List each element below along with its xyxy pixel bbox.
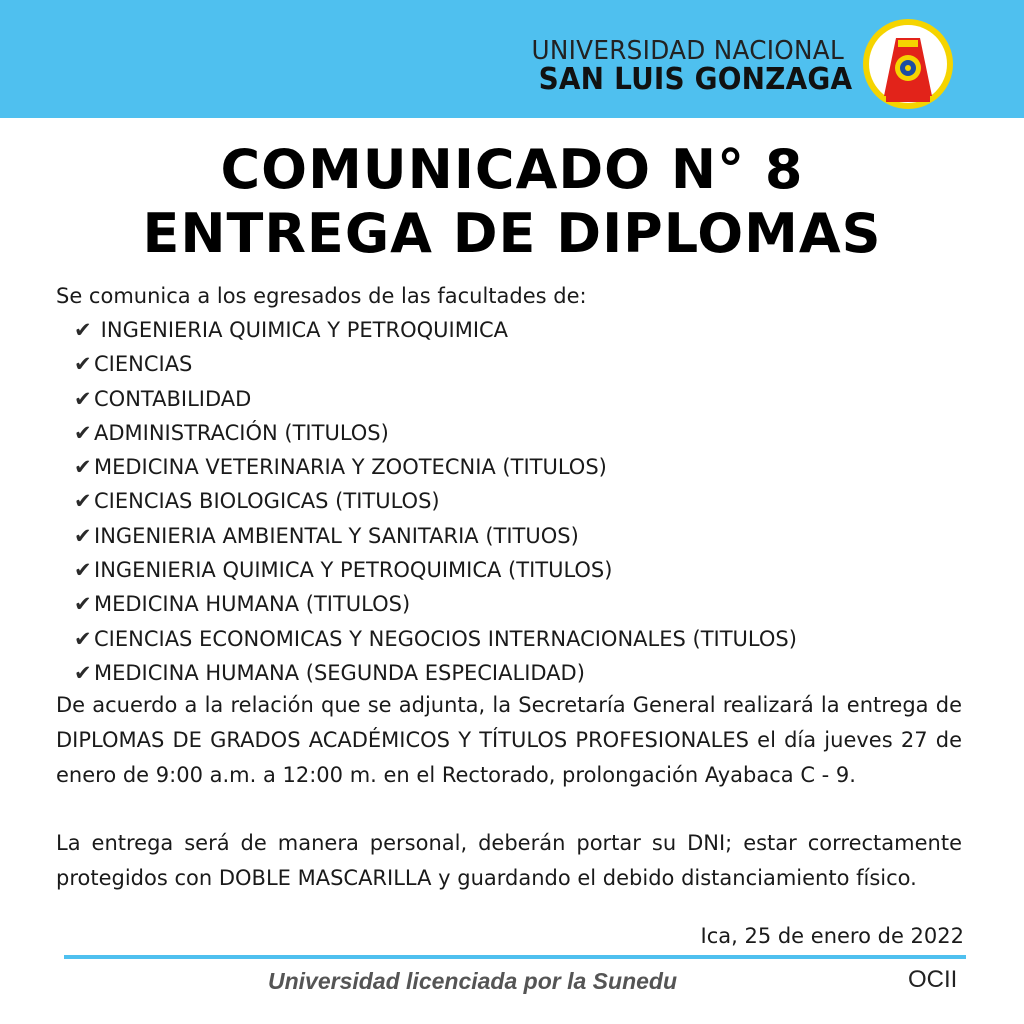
check-icon: ✔ [74,386,92,411]
list-item [74,316,797,350]
check-icon: ✔ [74,523,92,548]
list-item [74,385,797,419]
list-item [74,590,797,624]
faculty-name: CONTABILIDAD [94,386,252,411]
list-item [74,556,797,590]
faculty-name: CIENCIAS [94,352,193,377]
faculty-name: INGENIERIA QUIMICA Y PETROQUIMICA [94,318,509,342]
footer-text: Universidad licenciada por la Sunedu [268,968,678,994]
faculty-name: CIENCIAS ECONOMICAS Y NEGOCIOS INTERNACIONALES (TITULOS) [94,626,797,651]
university-name-line2: SAN LUIS GONZAGA [538,62,852,97]
faculty-name: MEDICINA VETERINARIA Y ZOOTECNIA (TITULOS) [94,455,607,480]
divider [64,955,966,959]
page-title: COMUNICADO N° 8 [220,138,804,201]
check-icon: ✔ [74,352,92,377]
check-icon: ✔ [74,318,92,342]
list-item [74,625,797,659]
check-icon: ✔ [74,660,92,685]
university-name-line1: UNIVERSIDAD NACIONAL [531,36,844,66]
office-code: OCII [908,966,958,993]
faculty-name: ADMINISTRACIÓN (TITULOS) [94,420,389,445]
check-icon: ✔ [74,626,92,651]
list-item [74,453,797,487]
header-banner [0,0,1024,118]
faculty-name: MEDICINA HUMANA (SEGUNDA ESPECIALIDAD) [94,660,585,685]
faculty-name: INGENIERIA QUIMICA Y PETROQUIMICA (TITULOS) [94,558,613,583]
intro-text: Se comunica a los egresados de las facultades de: [56,284,587,308]
check-icon: ✔ [74,489,92,514]
check-icon: ✔ [74,455,92,480]
list-item [74,487,797,521]
check-icon: ✔ [74,558,92,583]
delivery-details-paragraph: De acuerdo a la relación que se adjunta, la Secretaría General realizará la entrega de DIPLOMAS DE GRADOS ACADÉMICOS Y TÍTULOS PROFESIONALES el día jueves 27 de enero de 9:00 a.m. a 12:00 m. en el Rectorado, prolongación Ayabaca C - 9. [56,693,962,787]
university-seal-logo [862,18,954,110]
list-item [74,522,797,556]
page-subtitle: ENTREGA DE DIPLOMAS [142,202,882,265]
faculty-name: CIENCIAS BIOLOGICAS (TITULOS) [94,489,440,514]
faculty-name: MEDICINA HUMANA (TITULOS) [94,592,411,617]
faculty-list [74,316,797,693]
list-item [74,419,797,453]
requirements-paragraph: La entrega será de manera personal, deberán portar su DNI; estar correctamente protegidos con DOBLE MASCARILLA y guardando el debido distanciamiento físico. [56,831,962,890]
list-item [74,350,797,384]
check-icon: ✔ [74,592,92,617]
faculty-name: INGENIERIA AMBIENTAL Y SANITARIA (TITUOS) [94,523,579,548]
date-line: Ica, 25 de enero de 2022 [700,924,964,948]
check-icon: ✔ [74,420,92,445]
